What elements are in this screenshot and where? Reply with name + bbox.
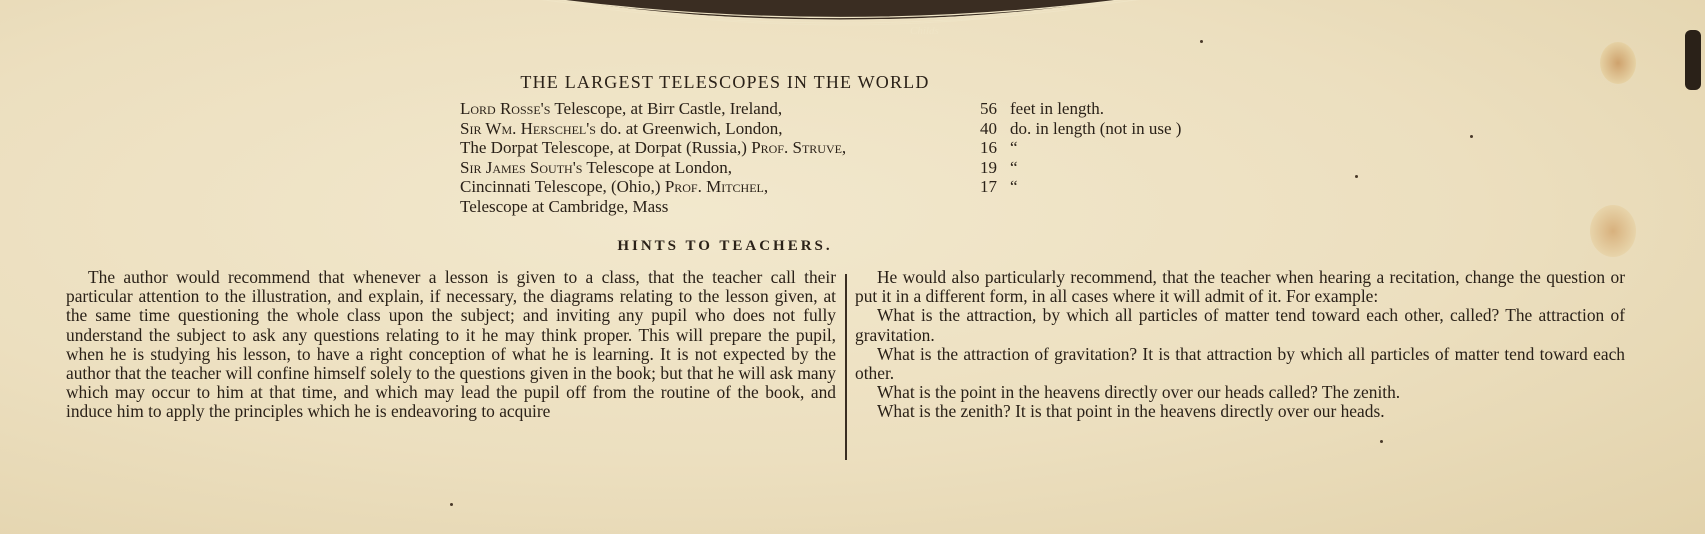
ink-speck xyxy=(1470,135,1473,138)
telescope-unit: “ xyxy=(1010,138,1018,158)
telescope-unit: feet in length. xyxy=(1010,99,1104,118)
hints-right-column xyxy=(855,268,1625,422)
telescope-size: 56 xyxy=(980,99,997,118)
hints-example: What is the zenith? It is that point in the heavens directly over our heads. xyxy=(877,401,1385,422)
engraver-signature: Childs xyxy=(910,25,939,37)
telescope-name: Cincinnati Telescope, (Ohio,) Prof. Mitchel, xyxy=(460,177,769,197)
hints-example: What is the point in the heavens directly over our heads called? The zenith. xyxy=(877,382,1401,403)
stain-mark xyxy=(1590,205,1636,257)
stain-mark xyxy=(1600,42,1636,84)
telescope-name: The Dorpat Telescope, at Dorpat (Russia,) Prof. Struve, xyxy=(460,138,847,158)
telescope-name: Sir Wm. Herschel's do. at Greenwich, London, xyxy=(460,118,783,138)
telescope-size: 16 xyxy=(980,138,997,158)
telescopes-title: THE LARGEST TELESCOPES IN THE WORLD xyxy=(520,72,930,92)
ink-speck xyxy=(1355,175,1358,178)
hints-title: HINTS TO TEACHERS. xyxy=(617,238,833,254)
telescope-name: Telescope at Cambridge, Mass xyxy=(460,196,669,216)
hints-left-paragraph: The author would recommend that whenever a lesson is given to a class, that the teacher call their particular attention to the illustration, and explain, if necessary, the diagrams relating to the lesson given, at the same time questioning the whole class upon the subject; and inviting any pupil who does not fully understand the subject to ask any questions relating to it he may think proper. This will prepare the pupil, when he is studying his lesson, to have a right conception of what he is learning. It is not expected by the author that the teacher will confine himself solely to the questions given in the book; but that he will ask many which may occur to him at that time, and which may lead the pupil off from the routine of the book, and induce him to apply the principles which he is endeavoring to acquire xyxy=(66,267,836,422)
hints-left-column xyxy=(66,268,836,422)
hints-example: What is the attraction of gravitation? It is that attraction by which all particles of matter tend toward each other. xyxy=(855,343,1625,384)
ink-speck xyxy=(450,503,453,506)
stain-mark xyxy=(1685,30,1701,90)
column-divider xyxy=(845,274,847,460)
hints-right-intro: He would also particularly recommend, that the teacher when hearing a recitation, change the question or put it in a different form, in all cases where it will admit of it. For example: xyxy=(855,267,1625,307)
telescope-size: 40 xyxy=(980,118,997,138)
telescope-name: Lord Rosse's Telescope, at Birr Castle, Ireland, xyxy=(460,99,783,118)
telescope-name: Sir James South's Telescope at London, xyxy=(460,157,733,177)
hints-example: What is the attraction, by which all particles of matter tend toward each other, called? The attraction of gravitation. xyxy=(855,305,1625,345)
engraving-illustration xyxy=(450,0,1230,40)
ink-speck xyxy=(1200,40,1203,43)
telescope-unit: “ xyxy=(1010,157,1018,177)
ink-speck xyxy=(1380,440,1383,443)
telescope-size: 17 xyxy=(980,177,997,197)
telescope-unit: do. in length (not in use ) xyxy=(1010,118,1182,138)
telescope-size: 19 xyxy=(980,157,997,177)
telescope-unit: “ xyxy=(1010,177,1018,197)
